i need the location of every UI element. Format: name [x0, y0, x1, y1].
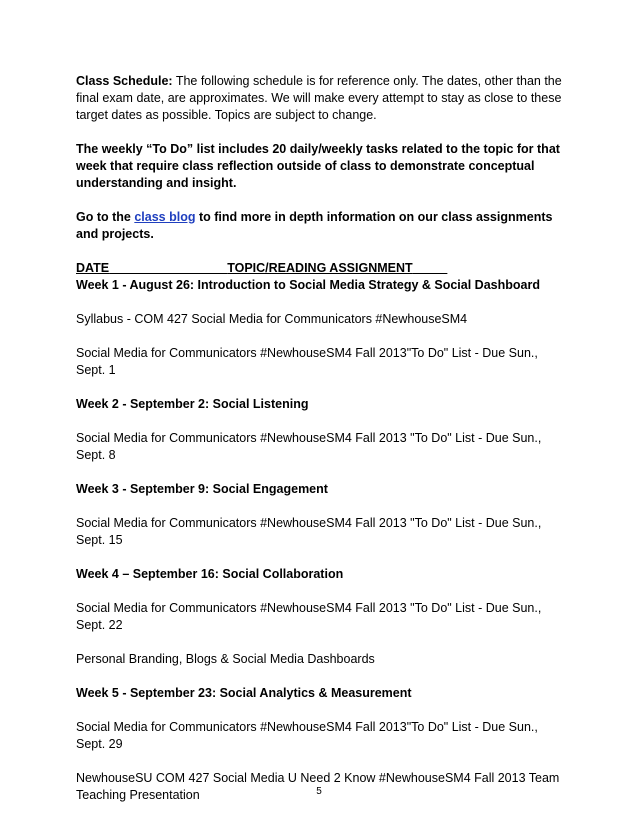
week-4-item-1: Social Media for Communicators #NewhouseSM4 Fall 2013 "To Do" List - Due Sun., Sept. 22 [76, 601, 542, 632]
week-5-title: Week 5 - September 23: Social Analytics & Measurement [76, 686, 412, 700]
intro-label: Class Schedule: [76, 74, 173, 88]
intro-text: The following schedule is for reference only. The dates, other than the final exam date, are approximates. We will make every attempt to stay as close to these target dates as possible. Topics are subject to change. [76, 74, 562, 122]
week-1-title: Week 1 - August 26: Introduction to Social Media Strategy & Social Dashboard [76, 278, 540, 292]
week-4-title: Week 4 – September 16: Social Collaboration [76, 567, 344, 581]
week-2-title: Week 2 - September 2: Social Listening [76, 397, 309, 411]
week-5-item-2: NewhouseSU COM 427 Social Media U Need 2 Know #NewhouseSM4 Fall 2013 Team Teaching Presentation [76, 771, 560, 802]
header-topic: TOPIC/READING ASSIGNMENT [227, 261, 413, 275]
class-blog-link[interactable]: class blog [134, 210, 196, 224]
week-3-item-1: Social Media for Communicators #NewhouseSM4 Fall 2013 "To Do" List - Due Sun., Sept. 15 [76, 516, 542, 547]
week-5-item-1: Social Media for Communicators #NewhouseSM4 Fall 2013"To Do" List - Due Sun., Sept. 29 [76, 720, 538, 751]
week-3-title: Week 3 - September 9: Social Engagement [76, 482, 328, 496]
blog-note-after: to find more in depth information on our class assignments and projects. [76, 210, 553, 241]
week-2-item-1: Social Media for Communicators #NewhouseSM4 Fall 2013 "To Do" List - Due Sun., Sept. 8 [76, 431, 542, 462]
schedule-content [76, 73, 566, 804]
week-1-item-2: Social Media for Communicators #NewhouseSM4 Fall 2013"To Do" List - Due Sun., Sept. 1 [76, 346, 538, 377]
intro-paragraph [76, 73, 566, 124]
week-1-item-1: Syllabus - COM 427 Social Media for Communicators #NewhouseSM4 [76, 312, 468, 326]
header-date: DATE [76, 261, 110, 275]
week-4-item-2: Personal Branding, Blogs & Social Media Dashboards [76, 652, 375, 666]
todo-note: The weekly “To Do” list includes 20 daily/weekly tasks related to the topic for that week that require class reflection outside of class to demonstrate conceptual understanding and insight. [76, 142, 560, 190]
header-spacer [109, 261, 227, 275]
header-trailing-spacer [413, 261, 448, 275]
blog-note-before: Go to the [76, 210, 135, 224]
page-number: 5 [316, 786, 322, 797]
blog-note [76, 209, 566, 243]
table-header [76, 260, 566, 277]
